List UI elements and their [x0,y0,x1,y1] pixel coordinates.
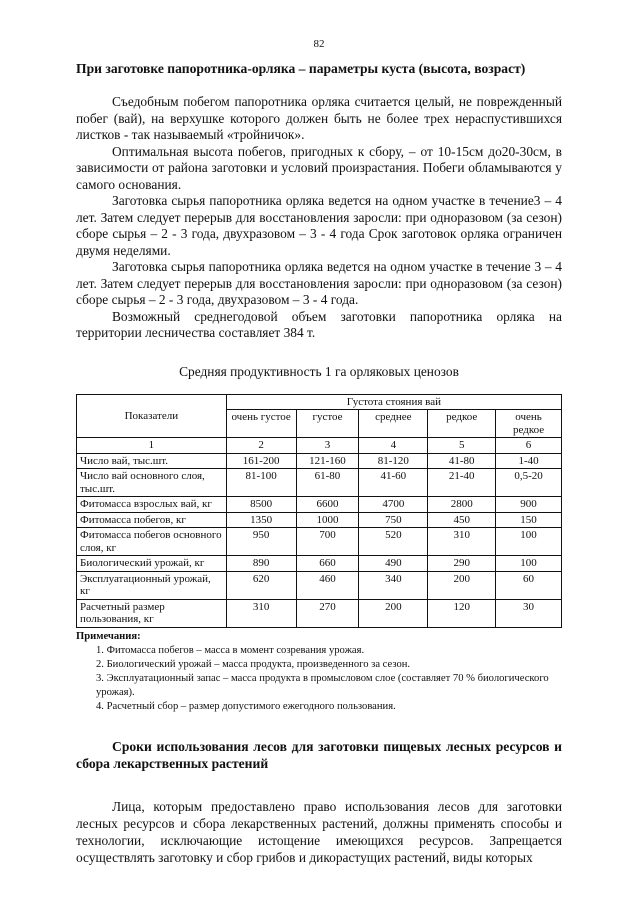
table-cell: 61-80 [296,469,359,497]
table-cell: 950 [226,528,296,556]
table-cell: 30 [496,599,562,627]
note-item: 3. Эксплуатационный запас – масса продукта в промысловом слое (составляет 70 % биологического урожая). [96,672,549,698]
row-label: Эксплуатационный урожай, кг [77,571,227,599]
table-cell: 100 [496,556,562,572]
table-cell: 200 [359,599,428,627]
table-cell: 1000 [296,512,359,528]
table-row [77,528,562,556]
table-cell: 81-120 [359,453,428,469]
table-cell: 310 [226,599,296,627]
table-cell: 0,5-20 [496,469,562,497]
table-cell: 150 [496,512,562,528]
table-cell: 8500 [226,497,296,513]
table-row [77,453,562,469]
table-header-density: среднее [359,410,428,438]
row-label: Фитомасса побегов основного слоя, кг [77,528,227,556]
row-label: Число вай, тыс.шт. [77,453,227,469]
table-cell: 750 [359,512,428,528]
row-label: Число вай основного слоя, тыс.шт. [77,469,227,497]
table-cell: 60 [496,571,562,599]
page-number: 82 [313,38,325,50]
table-cell: 660 [296,556,359,572]
note-item: 1. Фитомасса побегов – масса в момент созревания урожая. [96,644,365,656]
table-header-indicator: Показатели [77,394,227,438]
section-heading-terms: Сроки использования лесов для заготовки пищевых лесных ресурсов и сбора лекарственных растений [76,738,562,771]
table-row [77,556,562,572]
table-cell: 161-200 [226,453,296,469]
row-label: Расчетный размер пользования, кг [77,599,227,627]
table-cell: 450 [428,512,496,528]
row-label: Фитомасса побегов, кг [77,512,227,528]
table-row [77,512,562,528]
table-cell: 41-80 [428,453,496,469]
table-cell: 900 [496,497,562,513]
paragraph-optimal-height: Оптимальная высота побегов, пригодных к сбору, – от 10-15см до20-30см, в зависимости от района заготовки и условий произрастания. Побеги обламываются у самого основания. [76,143,562,192]
table-row [77,497,562,513]
table-cell: 270 [296,599,359,627]
section-heading-fern: При заготовке папоротника-орляка – параметры куста (высота, возраст) [76,61,526,76]
table-cell: 340 [359,571,428,599]
column-number: 4 [359,438,428,454]
row-label: Фитомасса взрослых вай, кг [77,497,227,513]
table-header-density-group: Густота стояния вай [226,394,561,410]
table-cell: 460 [296,571,359,599]
table-cell: 4700 [359,497,428,513]
column-number: 3 [296,438,359,454]
table-cell: 81-100 [226,469,296,497]
note-item: 2. Биологический урожай – масса продукта, произведенного за сезон. [96,658,411,670]
table-notes [76,630,562,714]
table-cell: 1-40 [496,453,562,469]
note-item: 4. Расчетный сбор – размер допустимого ежегодного пользования. [96,700,396,712]
paragraph-harvest-cycle-2: Заготовка сырья папоротника орляка ведется на одном участке в течение 3 – 4 лет. Затем следует перерыв для восстановления заросли: при одноразовом (за сезон) сборе сырья – 2 - 3 года, двухразовом – 3 - 4 года. [76,259,562,307]
table-cell: 290 [428,556,496,572]
table-header-density: редкое [428,410,496,438]
table-header-density: густое [296,410,359,438]
column-number: 2 [226,438,296,454]
productivity-table [76,394,562,628]
table-row [77,469,562,497]
table-cell: 1350 [226,512,296,528]
table-cell: 120 [428,599,496,627]
table-cell: 620 [226,571,296,599]
table-caption: Средняя продуктивность 1 га орляковых ценозов [179,363,459,379]
column-number: 5 [428,438,496,454]
table-cell: 520 [359,528,428,556]
paragraph-annual-volume: Возможный среднегодовой объем заготовки папоротника орляка на территории лесничества составляет 384 т. [76,308,562,340]
table-column-number-row [77,438,562,454]
column-number: 1 [77,438,227,454]
table-cell: 100 [496,528,562,556]
row-label: Биологический урожай, кг [77,556,227,572]
table-cell: 890 [226,556,296,572]
paragraph-edible-shoot: Съедобным побегом папоротника орляка считается целый, не поврежденный побег (вай), на верхушке которого должен быть не более трех нераспустившихся листков - так называемый «тройничок». [76,94,562,142]
table-cell: 21-40 [428,469,496,497]
table-cell: 700 [296,528,359,556]
table-row [77,599,562,627]
paragraph-harvest-cycle-1: Заготовка сырья папоротника орляка ведется на одном участке в течение3 – 4 лет. Затем следует перерыв для восстановления заросли: при одноразовом (за сезон) сборе сырья – 2 - 3 года, двухразовом – 3 - 4 года Срок заготовок орляка ограничен двумя неделями. [76,193,562,258]
table-cell: 121-160 [296,453,359,469]
table-cell: 41-60 [359,469,428,497]
column-number: 6 [496,438,562,454]
table-cell: 200 [428,571,496,599]
table-header-density: очень редкое [496,410,562,438]
table-header-density: очень густое [226,410,296,438]
table-header-row [77,394,562,410]
table-cell: 6600 [296,497,359,513]
table-cell: 2800 [428,497,496,513]
table-row [77,571,562,599]
notes-title: Примечания: [76,630,141,642]
table-cell: 490 [359,556,428,572]
paragraph-closing: Лица, которым предоставлено право использования лесов для заготовки лесных ресурсов и сбора лекарственных растений, должны применять способы и технологии, исключающие истощение имеющихся ресурсов. Запрещается осуществлять заготовку и сбор грибов и дикорастущих растений, виды которых [76,798,562,865]
table-cell: 310 [428,528,496,556]
